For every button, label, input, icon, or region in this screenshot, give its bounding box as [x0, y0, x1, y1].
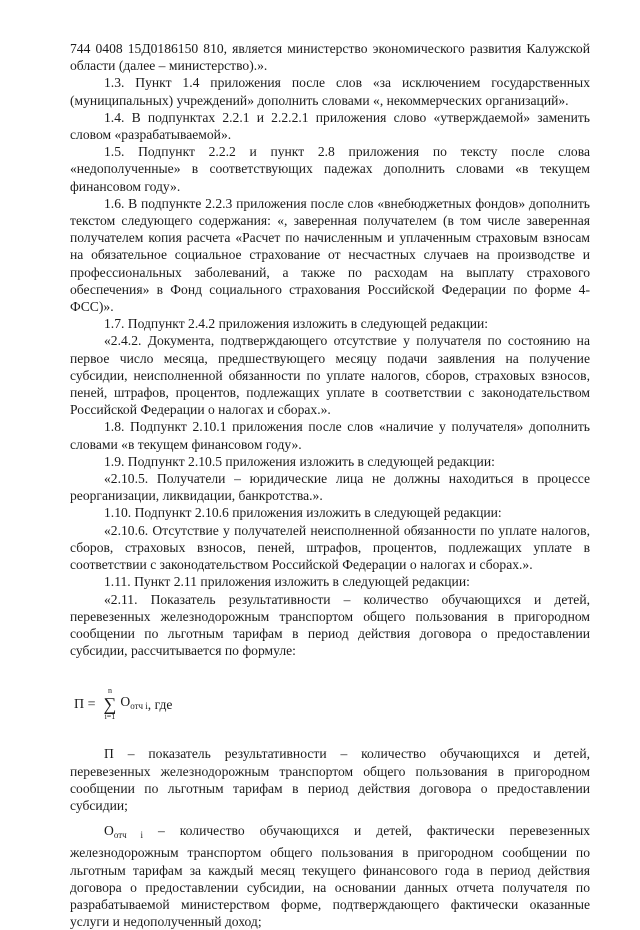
- paragraph-2-10-6: «2.10.6. Отсутствие у получателей неисполненной обязанности по уплате налогов, сборов, страховых взносов, пеней, штрафов, процентов, подлежащих уплате в соответствии с законодательством Российской Федерации о налогах и сборах.».: [70, 522, 590, 573]
- paragraph-1-9: 1.9. Подпункт 2.10.5 приложения изложить в следующей редакции:: [104, 453, 495, 469]
- paragraph-1-6: 1.6. В подпункте 2.2.3 приложения после слов «внебюджетных фондов» дополнить текстом следующего содержания: «, заверенная получателем (в том числе заверенная получателем копия расчета «Расчет по начисленным и уплаченным страховым взносам на обязательное социальное страхование от несчастных случаев на производстве и профессиональных заболеваний, а также по расходам на выплату страхового обеспечения» в Фонд социального страхования Российской Федерации по форме 4-ФСС)».: [70, 195, 590, 315]
- formula-lhs: П =: [74, 696, 96, 712]
- definition-variable: $О_{отч i}$: [104, 823, 143, 841]
- paragraph-0: 744 0408 15Д0186150 810, является министерство экономического развития Калужской области (далее – министерство).».: [70, 41, 590, 74]
- summation-sign: [104, 687, 117, 721]
- definition-o: [70, 822, 590, 930]
- sigma-symbol: ∑: [103, 694, 117, 715]
- paragraph-1-4: 1.4. В подпунктах 2.2.1 и 2.2.2.1 приложения слово «утверждаемой» заменить словом «разрабатываемой».: [70, 109, 590, 143]
- document-body: [70, 40, 590, 930]
- paragraph-2-4-2: «2.4.2. Документа, подтверждающего отсутствие у получателя по состоянию на первое число месяца, предшествующего месяцу подачи заявления на получение субсидии, неисполненной обязанности по уплате налогов, сборов, страховых взносов, пеней, штрафов, процентов, подлежащих уплате в соответствии с законодательством Российской Федерации о налогах и сборах.».: [70, 333, 590, 418]
- definition-o-text: – количество обучающихся и детей, фактически перевезенных железнодорожным транспортом общего пользования в пригородном сообщении по льготным тарифам за каждый месяц текущего финансового года в период действия договора о предоставлении субсидии, на основании данных отчета получателя по разрабатываемой министерством форме, подтверждающего фактически оказанные услуги и недополученный доход;: [70, 823, 590, 930]
- definition-p: П – показатель результативности – количество обучающихся и детей, перевезенных железнодорожным транспортом общего пользования в пригородном сообщении по льготным тарифам в период действия договора о предоставлении субсидии;: [70, 746, 590, 813]
- paragraph-1-3: 1.3. Пункт 1.4 приложения после слов «за исключением государственных (муниципальных) учреждений» дополнить словами «, некоммерческих организаций».: [70, 75, 590, 108]
- formula-variable-subscript: отч i: [130, 701, 148, 712]
- sum-lower-limit: i=1: [104, 712, 116, 722]
- paragraph-2-10-5: «2.10.5. Получатели – юридические лица не должны находиться в процессе реорганизации, ликвидации, банкротства.».: [70, 471, 590, 504]
- paragraph-1-7: 1.7. Подпункт 2.4.2 приложения изложить в следующей редакции:: [104, 316, 489, 332]
- sum-upper-limit: n: [107, 686, 112, 696]
- paragraph-1-10: 1.10. Подпункт 2.10.6 приложения изложить в следующей редакции:: [104, 505, 502, 521]
- definition-variable-subscript: отч i: [113, 830, 143, 841]
- paragraph-1-11: 1.11. Пункт 2.11 приложения изложить в следующей редакции:: [104, 574, 470, 590]
- paragraph-1-5: 1.5. Подпункт 2.2.2 и пункт 2.8 приложения по тексту после слова «недополученные» в соответствующих падежах дополнить словами «в текущем финансовом году».: [70, 144, 590, 194]
- paragraph-1-8: 1.8. Подпункт 2.10.1 приложения после слов «наличие у получателя» дополнить словами «в текущем финансовом году».: [70, 419, 590, 452]
- paragraph-2-11: «2.11. Показатель результативности – количество обучающихся и детей, перевезенных железнодорожным транспортом общего пользования в пригородном сообщении по льготным тарифам в период действия договора о предоставлении субсидии, рассчитывается по формуле:: [70, 591, 590, 659]
- result-formula: [74, 685, 590, 723]
- formula-tail: , где: [147, 696, 173, 712]
- formula-variable: $О_{отч i}$: [120, 694, 148, 712]
